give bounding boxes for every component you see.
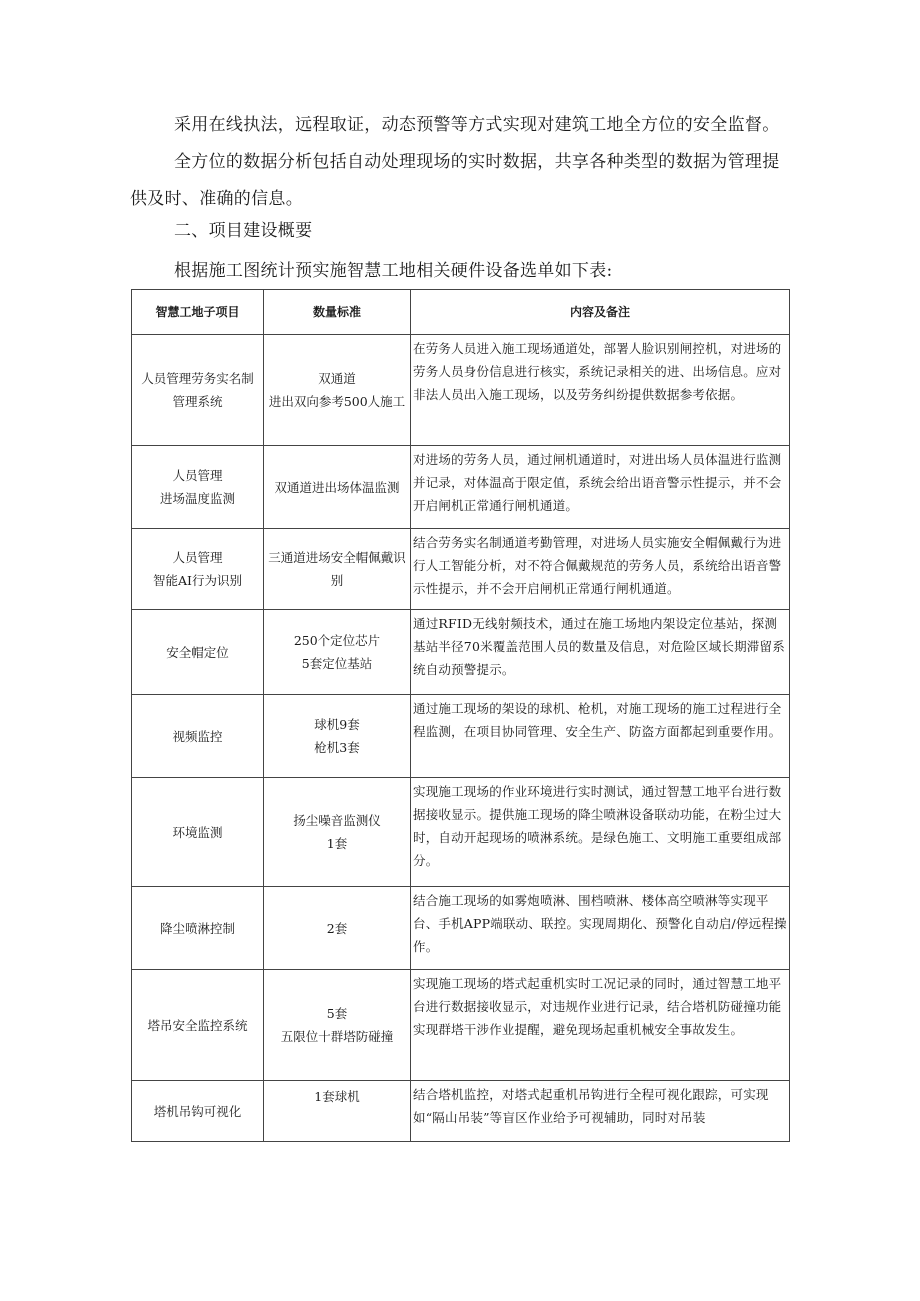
cell-quantity-line: 球机9套 xyxy=(314,717,360,732)
cell-item xyxy=(132,335,264,446)
cell-description: 通过RFID无线射频技术，通过在施工场地内架设定位基站，探测基站半径70米覆盖范围人员的数量及信息，对危险区域长期滞留系统自动预警提示。 xyxy=(411,610,790,695)
cell-quantity-line: 三通道进场安全帽佩戴识 xyxy=(268,550,406,565)
cell-description: 实现施工现场的塔式起重机实时工况记录的同时，通过智慧工地平台进行数据接收显示，对违规作业进行记录，结合塔机防碰撞功能实现群塔干涉作业提醒，避免现场起重机械安全事故发生。 xyxy=(411,970,790,1081)
cell-item-line: 人员管理劳务实名制 xyxy=(141,371,254,386)
cell-quantity-line: 扬尘噪音监测仪 xyxy=(293,813,381,828)
cell-item-line: 进场温度监测 xyxy=(159,491,235,506)
cell-item xyxy=(132,529,264,610)
table-row xyxy=(132,778,790,887)
cell-description: 实现施工现场的作业环境进行实时测试，通过智慧工地平台进行数据接收显示。提供施工现场的降尘喷淋设备联动功能，在粉尘过大时，自动开起现场的喷淋系统。是绿色施工、文明施工重要组成部分。 xyxy=(411,778,790,887)
cell-item-line: 人员管理 xyxy=(172,468,223,483)
table-header-row xyxy=(132,290,790,335)
cell-item xyxy=(132,446,264,529)
cell-description: 结合塔机监控，对塔式起重机吊钩进行全程可视化跟踪，可实现如“隔山吊装”等盲区作业给予可视辅助，同时对吊装 xyxy=(411,1081,790,1142)
table-row xyxy=(132,887,790,970)
cell-quantity xyxy=(264,778,411,887)
cell-item xyxy=(132,695,264,778)
cell-quantity xyxy=(264,1081,411,1142)
cell-description: 结合劳务实名制通道考勤管理，对进场人员实施安全帽佩戴行为进行人工智能分析，对不符合佩戴规范的劳务人员，系统给出语音警示性提示，并不会开启闸机正常通行闸机通道。 xyxy=(411,529,790,610)
cell-quantity xyxy=(264,335,411,446)
table-row xyxy=(132,335,790,446)
cell-quantity xyxy=(264,446,411,529)
paragraph-table-intro: 根据施工图统计预实施智慧工地相关硬件设备选单如下表: xyxy=(174,261,613,281)
cell-quantity xyxy=(264,529,411,610)
cell-quantity-line: 进出双向参考500人施工 xyxy=(268,394,406,409)
cell-item xyxy=(132,1081,264,1142)
cell-item xyxy=(132,970,264,1081)
cell-quantity-line: 5套 xyxy=(326,1006,348,1021)
cell-description: 对进场的劳务人员，通过闸机通道时，对进出场人员体温进行监测并记录，对体温高于限定值，系统会给出语音警示性提示，并不会开启闸机正常通行闸机通道。 xyxy=(411,446,790,529)
cell-quantity-line: 双通道 xyxy=(318,371,356,386)
table-row xyxy=(132,1081,790,1142)
section-heading: 二、项目建设概要 xyxy=(174,221,313,241)
cell-item-line: 安全帽定位 xyxy=(166,644,229,660)
cell-item xyxy=(132,610,264,695)
equipment-table xyxy=(131,289,790,1142)
header-quantity: 数量标准 xyxy=(264,290,411,335)
cell-quantity-line: 5套定位基站 xyxy=(301,656,373,671)
cell-item-line: 智能AI行为识别 xyxy=(153,573,242,588)
paragraph-intro-1: 采用在线执法，远程取证，动态预警等方式实现对建筑工地全方位的安全监督。 xyxy=(174,115,780,135)
cell-item-line: 视频监控 xyxy=(172,728,223,744)
cell-quantity-line: 五限位十群塔防碰撞 xyxy=(280,1029,394,1044)
cell-quantity-line: 1套球机 xyxy=(314,1089,360,1104)
cell-item-line: 环境监测 xyxy=(172,824,223,840)
cell-item-line: 塔机吊钩可视化 xyxy=(153,1103,242,1119)
table-row xyxy=(132,446,790,529)
cell-quantity-line: 别 xyxy=(330,573,344,588)
cell-quantity-line: 250个定位芯片 xyxy=(293,633,381,648)
header-description: 内容及备注 xyxy=(411,290,790,335)
table-row xyxy=(132,970,790,1081)
cell-quantity-line: 枪机3套 xyxy=(314,740,360,755)
cell-quantity-line: 双通道进出场体温监测 xyxy=(274,479,400,495)
table-row xyxy=(132,610,790,695)
cell-quantity xyxy=(264,695,411,778)
cell-item-line: 降尘喷淋控制 xyxy=(159,920,235,936)
cell-quantity xyxy=(264,610,411,695)
cell-item-line: 塔吊安全监控系统 xyxy=(147,1017,248,1033)
paragraph-intro-2: 全方位的数据分析包括自动处理现场的实时数据，共享各种类型的数据为管理提供及时、准确的信息。 xyxy=(130,152,780,209)
table-row xyxy=(132,695,790,778)
cell-quantity xyxy=(264,970,411,1081)
cell-item xyxy=(132,887,264,970)
table-row xyxy=(132,529,790,610)
cell-description: 在劳务人员进入施工现场通道处，部署人脸识别闸控机，对进场的劳务人员身份信息进行核实，系统记录相关的进、出场信息。应对非法人员出入施工现场，以及劳务纠纷提供数据参考依据。 xyxy=(411,335,790,446)
cell-quantity xyxy=(264,887,411,970)
cell-description: 结合施工现场的如雾炮喷淋、围档喷淋、楼体高空喷淋等实现平台、手机APP端联动、联控。实现周期化、预警化自动启/停远程操作。 xyxy=(411,887,790,970)
cell-quantity-line: 1套 xyxy=(326,836,348,851)
cell-item-line: 管理系统 xyxy=(172,394,223,409)
cell-quantity-line: 2套 xyxy=(326,920,348,936)
cell-item xyxy=(132,778,264,887)
cell-description: 通过施工现场的架设的球机、枪机，对施工现场的施工过程进行全程监测，在项目协同管理、安全生产、防盗方面都起到重要作用。 xyxy=(411,695,790,778)
header-item: 智慧工地子项目 xyxy=(132,290,264,335)
cell-item-line: 人员管理 xyxy=(172,550,223,565)
